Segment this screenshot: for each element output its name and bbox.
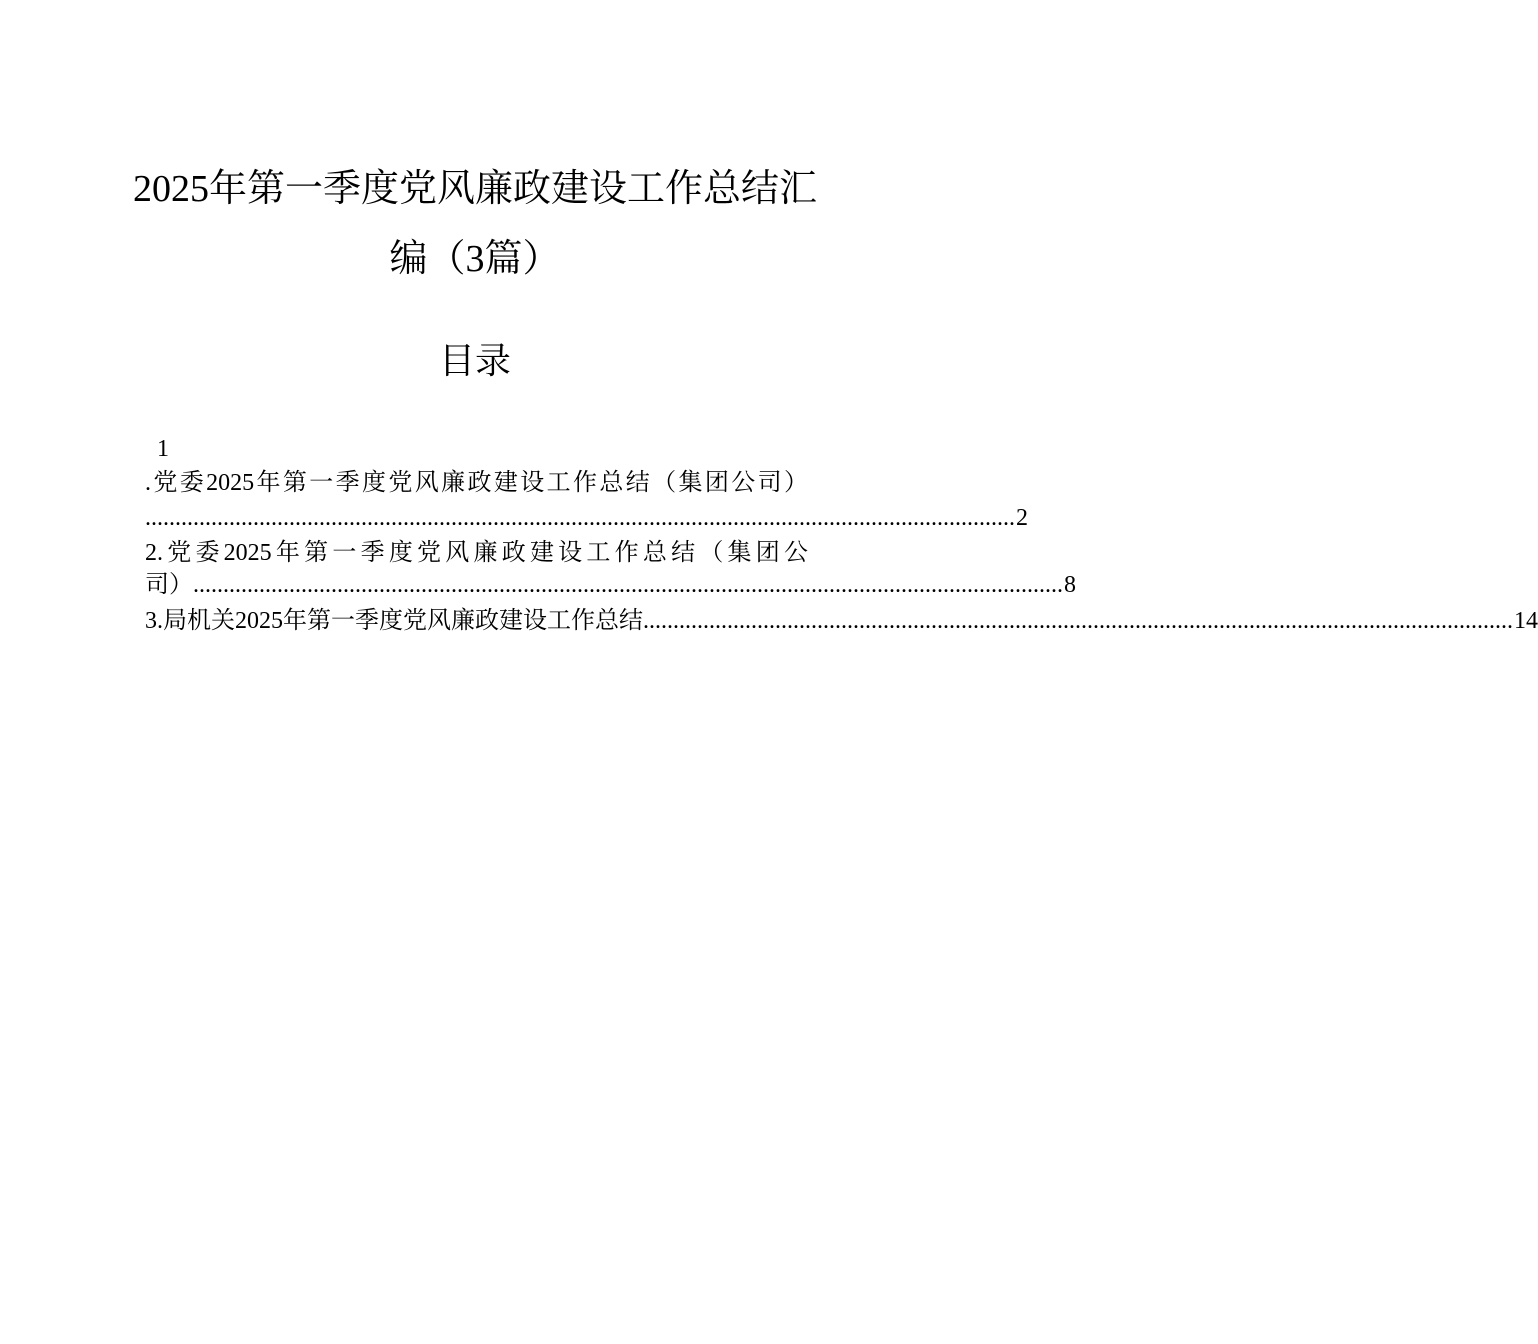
toc-leader-dots: .................................................................................................................................................	[643, 608, 1513, 634]
toc-heading: 目录	[438, 341, 511, 381]
toc-entry-1-page: 2	[1016, 505, 1028, 531]
toc-entry-2-page: 8	[1064, 572, 1076, 598]
document-title-line-2: 编（3篇）	[389, 238, 561, 280]
toc-entry-3-page: 14	[1514, 608, 1538, 634]
toc-entry-2-leader-line[interactable]	[145, 570, 1076, 600]
document-title-line-1: 2025年第一季度党风廉政建设工作总结汇	[132, 168, 817, 210]
toc-entry-1-title[interactable]: .党委2025年第一季度党风廉政建设工作总结（集团公司）	[145, 470, 808, 496]
toc-entry-1-leader-line[interactable]	[145, 503, 1028, 533]
toc-entry-3-title: 3.局机关2025年第一季度党风廉政建设工作总结	[145, 608, 643, 634]
toc-entry-2-title[interactable]: 2.党委2025年第一季度党风廉政建设工作总结（集团公	[145, 540, 808, 566]
toc-leader-dots: .................................................................................................................................................	[193, 572, 1063, 598]
toc-leader-dots: .................................................................................................................................................	[145, 505, 1015, 531]
toc-entry-3-leader-line[interactable]	[145, 606, 1538, 636]
toc-entry-1-number[interactable]: 1	[157, 436, 169, 462]
toc-entry-2-title-continued: 司）	[145, 572, 193, 598]
